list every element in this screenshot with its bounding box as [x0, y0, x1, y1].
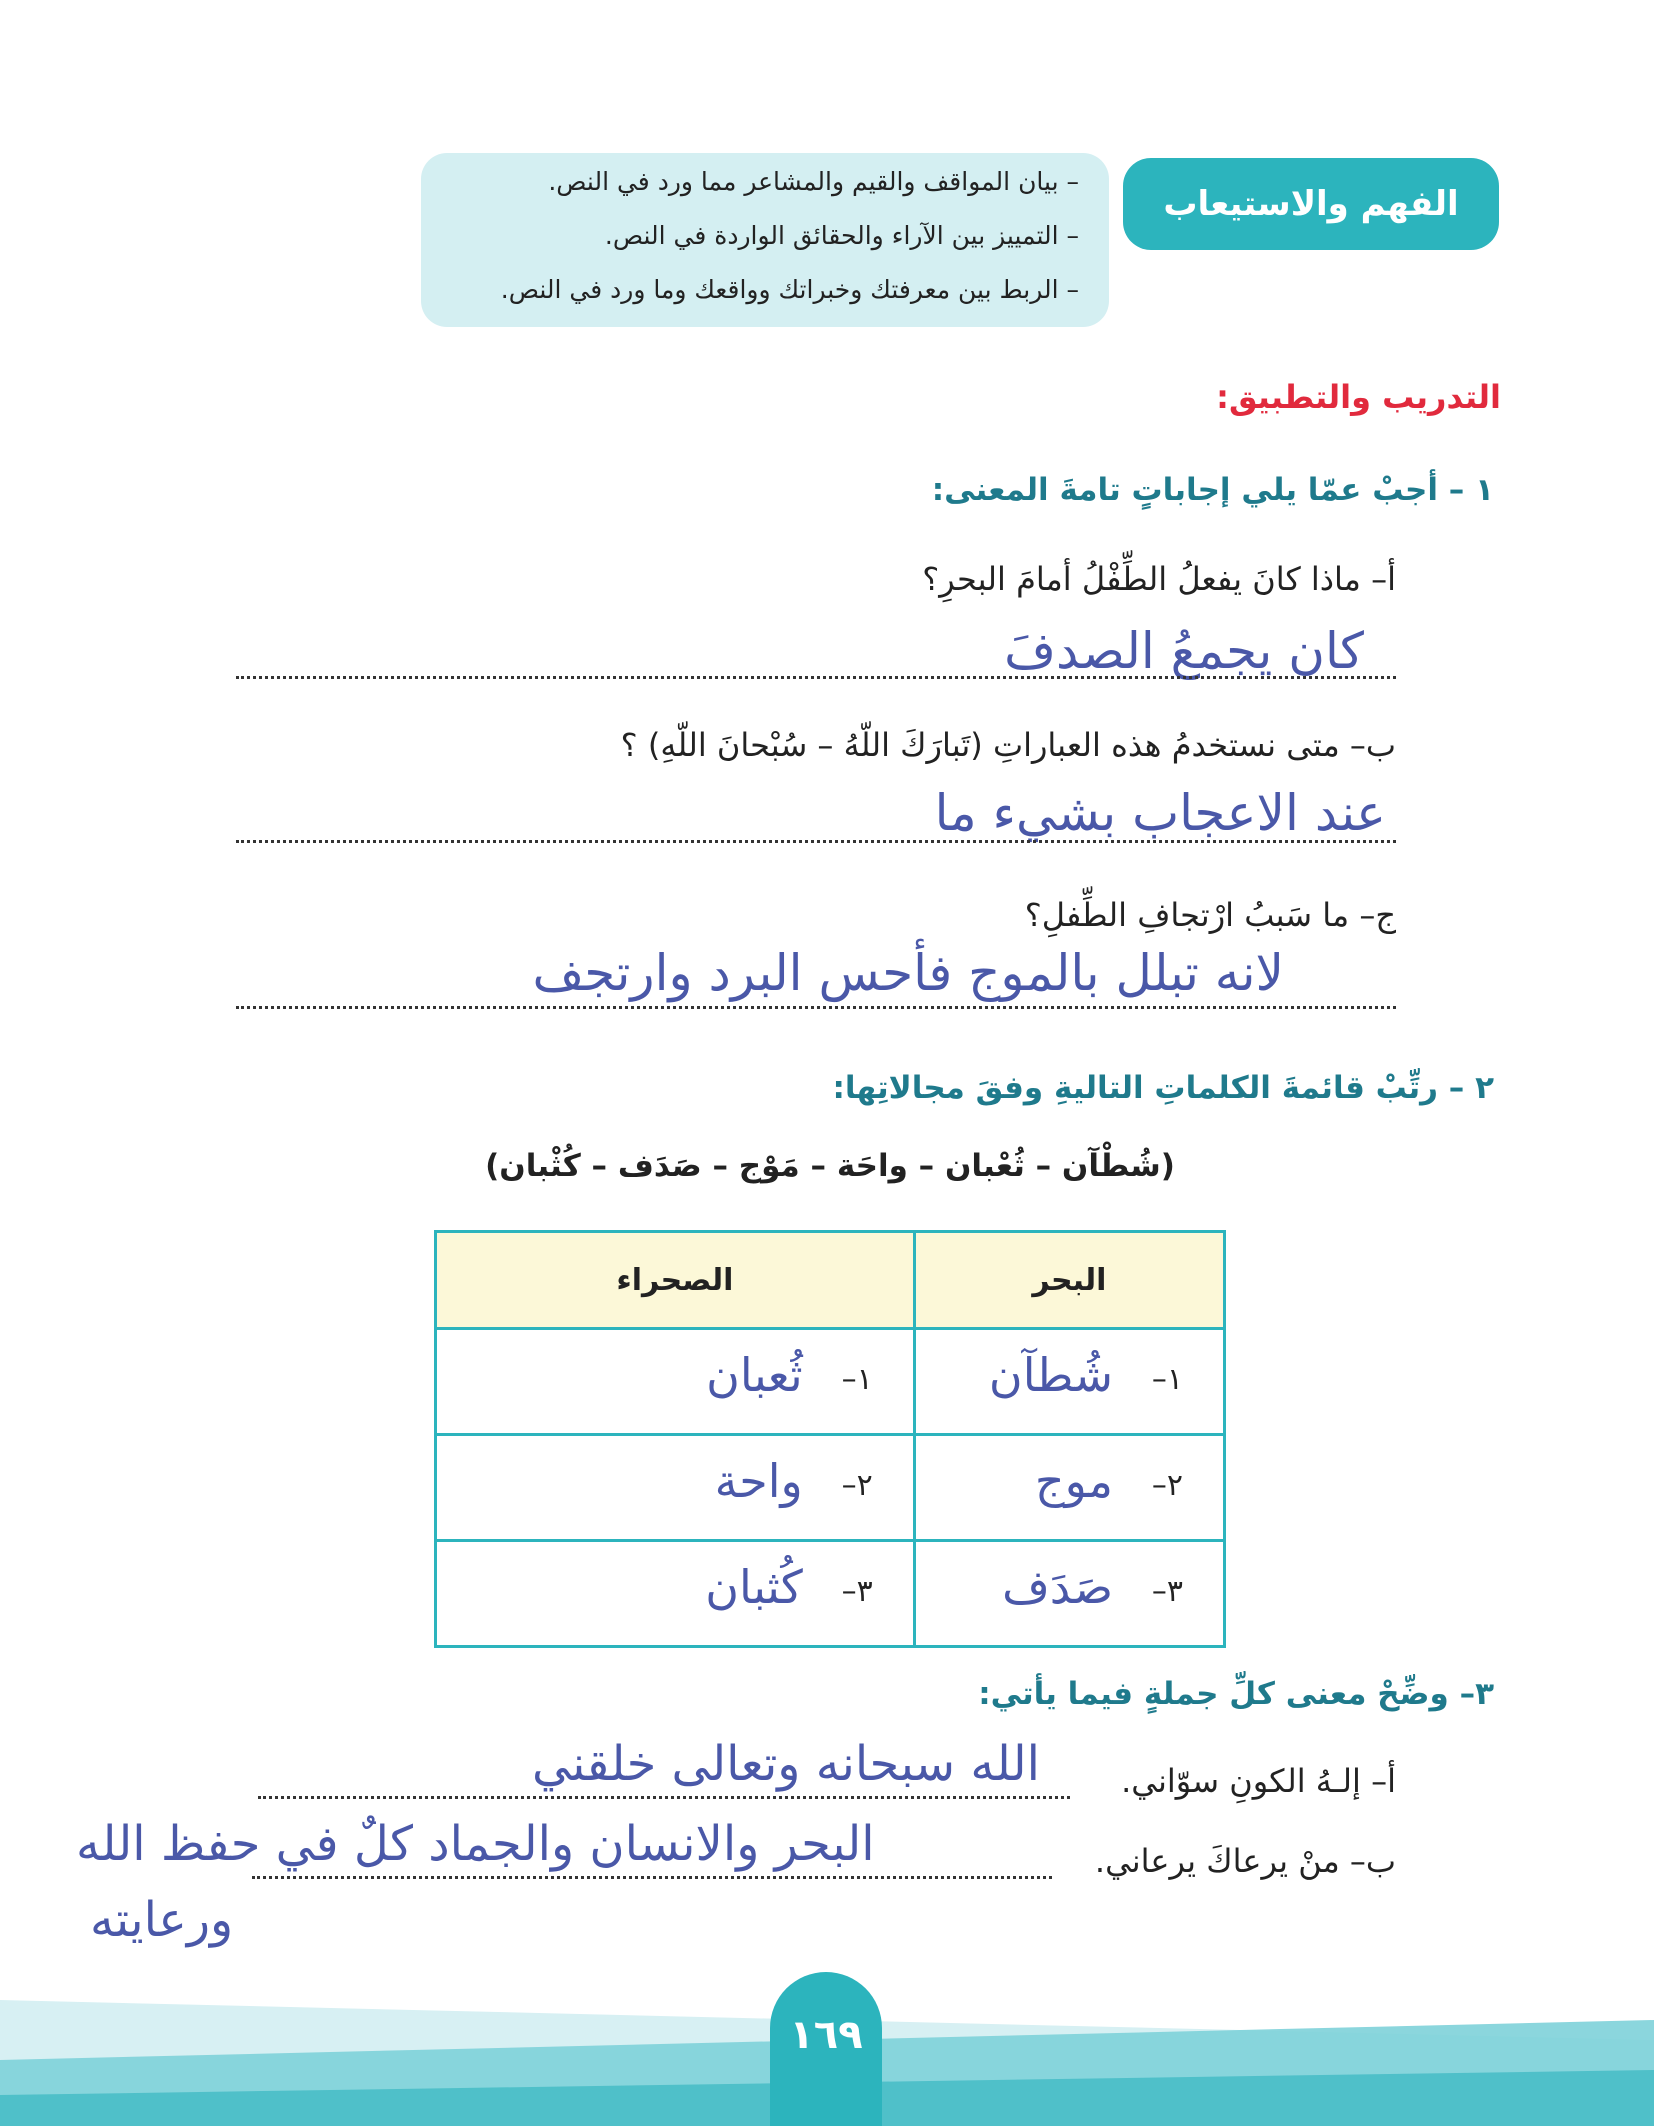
- section-tab: الفهم والاستيعاب: [1123, 158, 1499, 250]
- table-cell: [436, 1541, 915, 1647]
- objective-item: – بيان المواقف والقيم والمشاعر مما ورد في النص.: [548, 167, 1079, 196]
- category-table: [434, 1230, 1226, 1648]
- row-number: ٢–: [841, 1468, 873, 1503]
- desert-word: واحة: [714, 1454, 803, 1508]
- objective-item: – التمييز بين الآراء والحقائق الواردة في النص.: [604, 221, 1079, 250]
- question-1c: ج– ما سَببُ ارْتجافِ الطِّفلِ؟: [1024, 896, 1396, 934]
- row-number: ١–: [1151, 1362, 1183, 1397]
- question-1b: ب– متى نستخدمُ هذه العباراتِ (تَبارَكَ اللّهُ – سُبْحانَ اللّهِ) ؟: [620, 726, 1396, 764]
- table-header-desert: الصحراء: [436, 1232, 915, 1329]
- table-cell: [914, 1435, 1224, 1541]
- question-3a: أ– إلـهُ الكونِ سوّاني.: [1121, 1762, 1396, 1800]
- objective-item: – الربط بين معرفتك وخبراتك وواقعك وما ورد في النص.: [500, 275, 1079, 304]
- answer-line: [236, 676, 1396, 679]
- table-row: [436, 1435, 1225, 1541]
- answer-1c: لانه تبلل بالموج فأحس البرد وارتجف: [532, 944, 1284, 1002]
- table-header-sea: البحر: [914, 1232, 1224, 1329]
- answer-1b: عند الاعجاب بشيء ما: [934, 784, 1386, 842]
- question-1a: أ– ماذا كانَ يفعلُ الطِّفْلُ أمامَ البحرِ؟: [922, 560, 1396, 598]
- table-row: [436, 1541, 1225, 1647]
- question-2-title: ٢ – رتِّبْ قائمةَ الكلماتِ التاليةِ وفقَ مجالاتِها:: [832, 1070, 1494, 1106]
- table-cell: [914, 1329, 1224, 1435]
- answer-line: [236, 840, 1396, 843]
- answer-3b-line1: البحر والانسان والجماد كلٌ في حفظ الله: [76, 1816, 875, 1872]
- table-cell: [436, 1329, 915, 1435]
- sea-word: صَدَف: [1002, 1560, 1113, 1614]
- table-cell: [914, 1541, 1224, 1647]
- answer-3a: الله سبحانه وتعالى خلقني: [531, 1736, 1040, 1792]
- question-1-title: ١ – أجبْ عمّا يلي إجاباتٍ تامةَ المعنى:: [931, 472, 1494, 508]
- row-number: ١–: [841, 1362, 873, 1397]
- table-row: [436, 1329, 1225, 1435]
- answer-line: [258, 1796, 1070, 1799]
- desert-word: ثُعبان: [706, 1348, 803, 1402]
- objectives-box: [421, 153, 1109, 327]
- question-3b: ب– منْ يرعاكَ يرعاني.: [1094, 1842, 1396, 1880]
- question-3-title: ٣– وضِّحْ معنى كلِّ جملةٍ فيما يأتي:: [978, 1676, 1494, 1712]
- row-number: ٢–: [1151, 1468, 1183, 1503]
- answer-3b-line2: ورعايته: [90, 1892, 234, 1948]
- answer-line: [252, 1876, 1052, 1879]
- sea-word: شُطآن: [988, 1348, 1113, 1402]
- row-number: ٣–: [1151, 1574, 1183, 1609]
- word-list: (شُطْآن – ثُعْبان – واحَة – مَوْج – صَدَف – كُثْبان): [485, 1148, 1175, 1184]
- answer-1a: كان يجمعُ الصدفَ: [1004, 622, 1364, 680]
- practice-heading: التدريب والتطبيق:: [1216, 378, 1501, 416]
- answer-line: [236, 1006, 1396, 1009]
- desert-word: كُثبان: [705, 1560, 803, 1614]
- table-cell: [436, 1435, 915, 1541]
- page-number: ١٦٩: [770, 1972, 882, 2126]
- sea-word: موج: [1034, 1454, 1113, 1508]
- row-number: ٣–: [841, 1574, 873, 1609]
